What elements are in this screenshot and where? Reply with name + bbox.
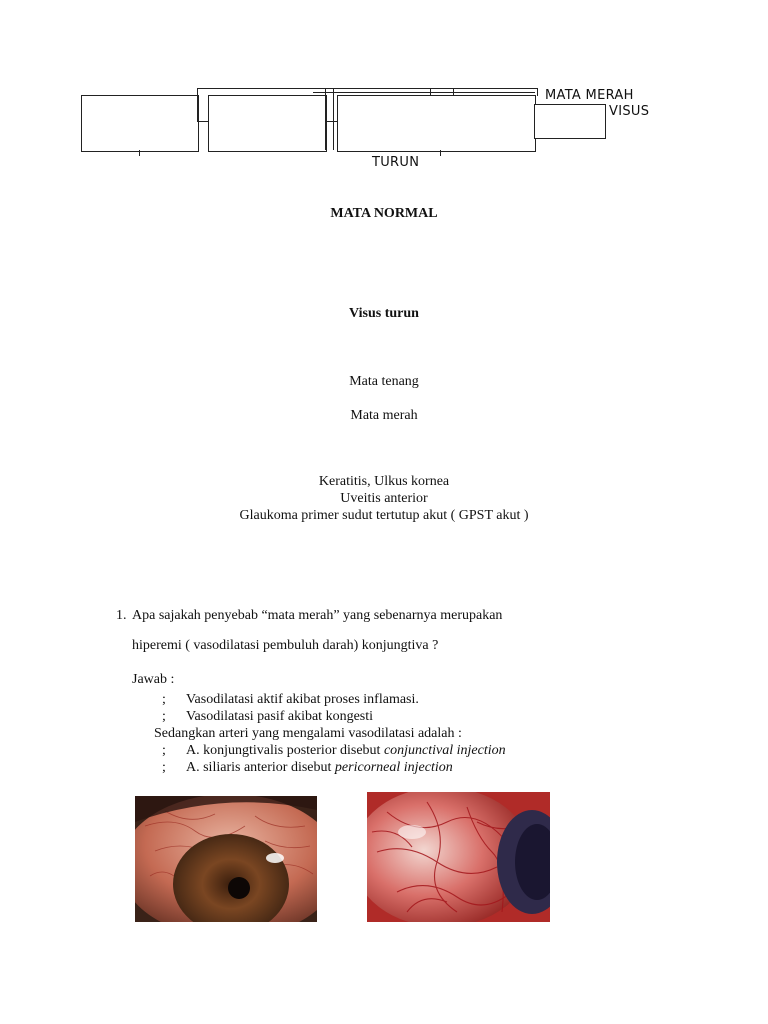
artery-item: [186, 743, 506, 759]
text-mata-tenang: Mata tenang: [349, 374, 419, 389]
artery-item: [186, 760, 453, 776]
question-line-1: Apa sajakah penyebab “mata merah” yang sebenarnya merupakan: [132, 608, 503, 623]
connector-line: [313, 92, 535, 93]
connector-line: [333, 88, 334, 150]
eye-photo-pericorneal: [367, 792, 550, 922]
question-number: 1.: [116, 608, 127, 623]
artery-text: A. konjungtivalis posterior disebut: [186, 743, 384, 758]
diagram-box-1: [81, 95, 199, 152]
artery-sentence: Sedangkan arteri yang mengalami vasodilatasi adalah :: [154, 726, 462, 741]
bullet-marker: ;: [162, 709, 166, 724]
eye-photo-pericorneal-art: [367, 792, 550, 922]
connector-line: [453, 88, 454, 95]
answer-label: Jawab :: [132, 672, 175, 687]
heading-visus-turun: Visus turun: [349, 306, 419, 321]
bullet-marker: ;: [162, 760, 166, 775]
artery-term: conjunctival injection: [383, 743, 506, 758]
bullet-item: Vasodilatasi pasif akibat kongesti: [186, 709, 374, 724]
connector-line: [197, 88, 198, 122]
label-mata-merah: MATA MERAH: [545, 88, 634, 103]
bullet-marker: ;: [162, 743, 166, 758]
diagram-box-2: [208, 95, 327, 152]
diagnosis-line: Glaukoma primer sudut tertutup akut ( GPST akut ): [239, 508, 529, 523]
heading-mata-normal: MATA NORMAL: [330, 206, 438, 221]
bullet-marker: ;: [162, 692, 166, 707]
eye-photo-conjunctival: [135, 796, 317, 922]
artery-term: pericorneal injection: [334, 760, 453, 775]
eye-photo-conjunctival-art: [135, 796, 317, 922]
label-turun: TURUN: [372, 155, 420, 170]
label-visus: VISUS: [609, 104, 650, 119]
connector-line: [197, 121, 208, 122]
artery-text: A. siliaris anterior disebut: [186, 760, 335, 775]
connector-line: [325, 121, 337, 122]
connector-line: [197, 88, 537, 89]
connector-line: [440, 150, 441, 156]
connector-line: [430, 88, 431, 95]
connector-line: [325, 88, 326, 150]
diagnosis-line: Keratitis, Ulkus kornea: [318, 474, 450, 489]
question-line-2: hiperemi ( vasodilatasi pembuluh darah) konjungtiva ?: [132, 638, 439, 653]
connector-line: [537, 88, 538, 96]
text-mata-merah: Mata merah: [350, 408, 418, 423]
connector-line: [139, 150, 140, 156]
diagram-box-3: [337, 95, 536, 152]
diagnosis-line: Uveitis anterior: [340, 491, 428, 506]
diagram-box-4: [534, 104, 606, 139]
bullet-item: Vasodilatasi aktif akibat proses inflamasi.: [186, 692, 419, 707]
